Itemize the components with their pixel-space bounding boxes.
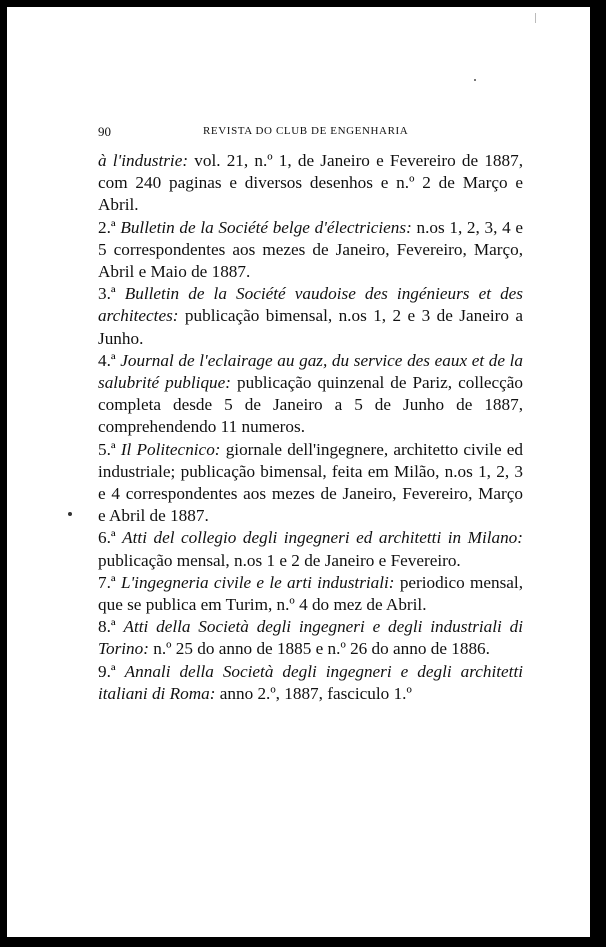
entry-text: n.os 1, 2, 3, 4 e 5 correspondentes aos mezes de Janeiro, Fevereiro, Março, Abril e Maio de 1887.: [98, 217, 523, 282]
entry-text: anno 2.º, 1887, fasciculo 1.º: [215, 683, 412, 703]
entry-title: Journal de l'eclairage au gaz, du service des eaux et de la salubrité publique:: [98, 350, 524, 393]
intro-paragraph: [98, 150, 523, 217]
list-item: [98, 217, 523, 284]
entry-number: 3.ª: [98, 284, 116, 304]
entry-title: Il Politecnico:: [120, 439, 221, 459]
entry-number: 7.ª: [98, 572, 116, 592]
entry-title: Atti della Società degli ingegneri e degli industriali di Torino:: [98, 617, 524, 659]
page-header: [98, 124, 524, 144]
list-item: [98, 283, 523, 350]
margin-mark: [68, 512, 72, 516]
entry-number: 4.ª: [98, 350, 116, 370]
running-head: REVISTA DO CLUB DE ENGENHARIA: [203, 125, 409, 137]
entry-text: publicação quinzenal de Pariz, collecção completa desde 5 de Janeiro a 5 de Junho de 1887, comprehendendo 11 numeros.: [98, 373, 523, 437]
list-item: [98, 350, 523, 439]
entry-text: publicação bimensal, n.os 1, 2 e 3 de Janeiro a Junho.: [98, 306, 523, 348]
scan-speck: [535, 13, 536, 23]
document-page: [7, 7, 590, 937]
entry-number: 5.ª: [98, 439, 116, 459]
list-item: [98, 439, 523, 528]
entry-title: Bulletin de la Société belge d'électriciens:: [120, 217, 412, 237]
entry-text: giornale dell'ingegnere, architetto civile ed industriale; publicação bimensal, feita em Milão, n.os 1, 2, 3 e 4 correspondentes aos mezes de Janeiro, Fevereiro, Março e Abril de 1887.: [98, 439, 523, 526]
entry-title: L'ingegneria civile e le arti industriali:: [120, 572, 395, 592]
entry-text: publicação mensal, n.os 1 e 2 de Janeiro e Fevereiro.: [98, 550, 461, 570]
list-item: [98, 572, 523, 616]
body-text: [98, 150, 523, 705]
entry-number: 8.ª: [98, 617, 116, 637]
entry-text: periodico mensal, que se publica em Turim, n.º 4 do mez de Abril.: [98, 572, 524, 615]
entry-title: Atti del collegio degli ingegneri ed architetti in Milano:: [122, 528, 523, 548]
intro-text: vol. 21, n.º 1, de Janeiro e Fevereiro de 1887, com 240 paginas e diversos desenhos e n.º 2 de Março e Abril.: [98, 151, 523, 215]
list-item: [98, 661, 523, 705]
entry-number: 6.ª: [98, 528, 116, 548]
entry-text: n.º 25 do anno de 1885 e n.º 26 do anno de 1886.: [148, 639, 490, 659]
list-item: [98, 527, 523, 571]
list-item: [98, 616, 523, 660]
entry-number: 2.ª: [98, 217, 116, 237]
entry-title: Bulletin de la Société vaudoise des ingénieurs et des architectes:: [98, 284, 523, 326]
entry-number: 9.ª: [98, 661, 116, 681]
scan-speck: [474, 79, 476, 81]
page-number: 90: [98, 124, 111, 139]
entry-title: Annali della Società degli ingegneri e degli architetti italiani di Roma:: [98, 661, 523, 703]
intro-title: à l'industrie:: [98, 151, 189, 170]
